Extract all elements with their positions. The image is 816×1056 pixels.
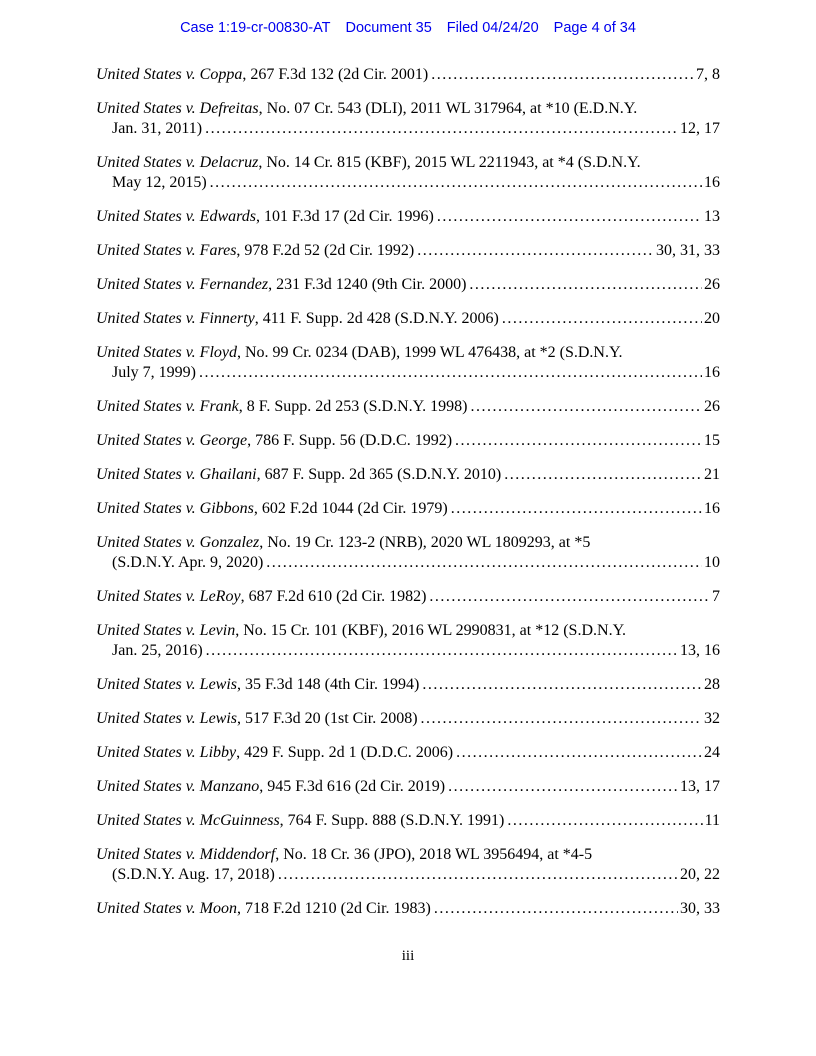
case-citation-entry [96, 675, 720, 695]
citation-text: , 267 F.3d 132 (2d Cir. 2001) [242, 66, 429, 83]
dot-leader [266, 553, 702, 573]
citation-text: , 602 F.2d 1044 (2d Cir. 1979) [253, 500, 448, 517]
citation-text: , No. 07 Cr. 543 (DLI), 2011 WL 317964, at *10 (E.D.N.Y. [258, 100, 638, 117]
citation-continuation: (S.D.N.Y. Aug. 17, 2018) [112, 866, 275, 883]
page-reference: 26 [704, 398, 720, 415]
page-reference: 24 [704, 744, 720, 761]
citation-continuation: Jan. 31, 2011) [112, 120, 203, 137]
case-name: United States v. Floyd [96, 344, 237, 361]
case-name: United States v. Manzano [96, 778, 260, 795]
citation-text: , 718 F.2d 1210 (2d Cir. 1983) [237, 900, 431, 917]
case-citation-entry [96, 899, 720, 919]
case-name: United States v. Libby [96, 744, 237, 761]
citation-line-1 [96, 811, 720, 831]
dot-leader [429, 587, 710, 607]
case-name: United States v. Gonzalez [96, 534, 260, 551]
case-citation-entry [96, 621, 720, 661]
case-citation-entry [96, 153, 720, 193]
citation-line-1 [96, 99, 720, 119]
citation-text: , 517 F.3d 20 (1st Cir. 2008) [237, 710, 418, 727]
page-reference: 11 [704, 812, 720, 829]
case-citation-entry [96, 777, 720, 797]
case-name: United States v. Defreitas [96, 100, 259, 117]
case-citation-entry [96, 343, 720, 383]
citation-text: , No. 99 Cr. 0234 (DAB), 1999 WL 476438, at *2 (S.D.N.Y. [237, 344, 623, 361]
case-name: United States v. Edwards [96, 208, 256, 225]
page-reference: 20, 22 [680, 866, 720, 883]
dot-leader [470, 397, 702, 417]
dot-leader [206, 641, 678, 661]
dot-leader [205, 119, 678, 139]
citation-line-2 [96, 553, 720, 573]
citation-line-1 [96, 275, 720, 295]
citation-line-1 [96, 777, 720, 797]
case-name: United States v. Gibbons [96, 500, 254, 517]
page-reference: 16 [704, 174, 720, 191]
citation-line-2 [96, 641, 720, 661]
dot-leader [422, 675, 702, 695]
citation-line-1 [96, 431, 720, 451]
case-name: United States v. Levin [96, 622, 236, 639]
dot-leader [210, 173, 702, 193]
dot-leader [437, 207, 702, 227]
case-citation-entry [96, 845, 720, 885]
case-name: United States v. Ghailani [96, 466, 257, 483]
citation-line-1 [96, 709, 720, 729]
page-reference: 7 [712, 588, 720, 605]
citation-text: , 35 F.3d 148 (4th Cir. 1994) [237, 676, 420, 693]
case-citation-entry [96, 207, 720, 227]
case-citation-entry [96, 465, 720, 485]
case-name: United States v. McGuinness [96, 812, 280, 829]
citation-line-2 [96, 173, 720, 193]
citation-line-1 [96, 845, 720, 865]
page-reference: 7, 8 [696, 66, 720, 83]
citation-line-1 [96, 743, 720, 763]
citation-line-1 [96, 241, 720, 261]
dot-leader [278, 865, 678, 885]
page-reference: 26 [704, 276, 720, 293]
case-citation-entry [96, 533, 720, 573]
citation-line-1 [96, 675, 720, 695]
dot-leader [451, 499, 702, 519]
citation-text: , 101 F.3d 17 (2d Cir. 1996) [255, 208, 434, 225]
page-reference: 12, 17 [680, 120, 720, 137]
case-citation-entry [96, 811, 720, 831]
citation-line-1 [96, 343, 720, 363]
case-citation-entry [96, 587, 720, 607]
case-name: United States v. Lewis [96, 676, 238, 693]
citation-text: , 429 F. Supp. 2d 1 (D.D.C. 2006) [236, 744, 454, 761]
dot-leader [431, 65, 694, 85]
case-name: United States v. Middendorf [96, 846, 276, 863]
citation-line-1 [96, 499, 720, 519]
citation-text: , 764 F. Supp. 888 (S.D.N.Y. 1991) [279, 812, 505, 829]
citation-line-2 [96, 119, 720, 139]
citation-text: , 978 F.2d 52 (2d Cir. 1992) [236, 242, 415, 259]
case-citation-entry [96, 709, 720, 729]
case-name: United States v. Fernandez [96, 276, 269, 293]
case-citation-entry [96, 241, 720, 261]
page-reference: 13, 16 [680, 642, 720, 659]
toa-list [96, 65, 720, 919]
ecf-document-number: Document 35 [345, 20, 432, 36]
citation-text: , 411 F. Supp. 2d 428 (S.D.N.Y. 2006) [254, 310, 499, 327]
ecf-header [96, 20, 720, 37]
dot-leader [421, 709, 702, 729]
citation-text: , 687 F. Supp. 2d 365 (S.D.N.Y. 2010) [256, 466, 502, 483]
page-reference: 28 [704, 676, 720, 693]
citation-line-1 [96, 621, 720, 641]
page-reference: 32 [704, 710, 720, 727]
citation-line-1 [96, 153, 720, 173]
case-name: United States v. Fares [96, 242, 237, 259]
case-name: United States v. Finnerty [96, 310, 255, 327]
ecf-page-indicator: Page 4 of 34 [553, 20, 636, 36]
citation-text: , 687 F.2d 610 (2d Cir. 1982) [240, 588, 427, 605]
citation-line-1 [96, 587, 720, 607]
dot-leader [502, 309, 702, 329]
citation-line-1 [96, 65, 720, 85]
citation-line-2 [96, 865, 720, 885]
case-citation-entry [96, 65, 720, 85]
case-citation-entry [96, 275, 720, 295]
citation-line-1 [96, 465, 720, 485]
citation-text: , 231 F.3d 1240 (9th Cir. 2000) [268, 276, 467, 293]
dot-leader [455, 431, 702, 451]
citation-text: , No. 18 Cr. 36 (JPO), 2018 WL 3956494, at *4-5 [275, 846, 593, 863]
case-citation-entry [96, 499, 720, 519]
case-citation-entry [96, 99, 720, 139]
page-reference: 15 [704, 432, 720, 449]
citation-continuation: Jan. 25, 2016) [112, 642, 203, 659]
ecf-case-number: Case 1:19-cr-00830-AT [180, 20, 331, 36]
citation-text: , 945 F.3d 616 (2d Cir. 2019) [259, 778, 446, 795]
page-reference: 30, 31, 33 [656, 242, 720, 259]
dot-leader [507, 811, 702, 831]
case-name: United States v. George [96, 432, 248, 449]
citation-line-1 [96, 397, 720, 417]
dot-leader [456, 743, 702, 763]
page-reference: 13 [704, 208, 720, 225]
page-reference: 16 [704, 500, 720, 517]
citation-text: , 8 F. Supp. 2d 253 (S.D.N.Y. 1998) [238, 398, 468, 415]
citation-line-1 [96, 533, 720, 553]
dot-leader [199, 363, 702, 383]
citation-text: , No. 15 Cr. 101 (KBF), 2016 WL 2990831, at *12 (S.D.N.Y. [235, 622, 627, 639]
case-name: United States v. Coppa [96, 66, 243, 83]
page-reference: 13, 17 [680, 778, 720, 795]
case-citation-entry [96, 397, 720, 417]
citation-text: , No. 19 Cr. 123-2 (NRB), 2020 WL 1809293, at *5 [259, 534, 591, 551]
case-citation-entry [96, 431, 720, 451]
citation-continuation: July 7, 1999) [112, 364, 196, 381]
citation-line-2 [96, 363, 720, 383]
citation-text: , No. 14 Cr. 815 (KBF), 2015 WL 2211943, at *4 (S.D.N.Y. [258, 154, 641, 171]
citation-continuation: May 12, 2015) [112, 174, 207, 191]
page-reference: 30, 33 [680, 900, 720, 917]
case-name: United States v. Frank [96, 398, 239, 415]
dot-leader [417, 241, 654, 261]
citation-line-1 [96, 309, 720, 329]
ecf-filed-date: Filed 04/24/20 [446, 20, 539, 36]
case-name: United States v. LeRoy [96, 588, 241, 605]
page-reference: 20 [704, 310, 720, 327]
case-name: United States v. Delacruz [96, 154, 259, 171]
dot-leader [469, 275, 702, 295]
dot-leader [448, 777, 678, 797]
case-citation-entry [96, 309, 720, 329]
page-number-footer: iii [401, 948, 415, 964]
citation-line-1 [96, 207, 720, 227]
dot-leader [434, 899, 678, 919]
dot-leader [504, 465, 702, 485]
case-name: United States v. Moon [96, 900, 238, 917]
case-citation-entry [96, 743, 720, 763]
citation-text: , 786 F. Supp. 56 (D.D.C. 1992) [247, 432, 453, 449]
page-reference: 16 [704, 364, 720, 381]
case-name: United States v. Lewis [96, 710, 238, 727]
page-reference: 10 [704, 554, 720, 571]
citation-line-1 [96, 899, 720, 919]
page-reference: 21 [704, 466, 720, 483]
citation-continuation: (S.D.N.Y. Apr. 9, 2020) [112, 554, 264, 571]
